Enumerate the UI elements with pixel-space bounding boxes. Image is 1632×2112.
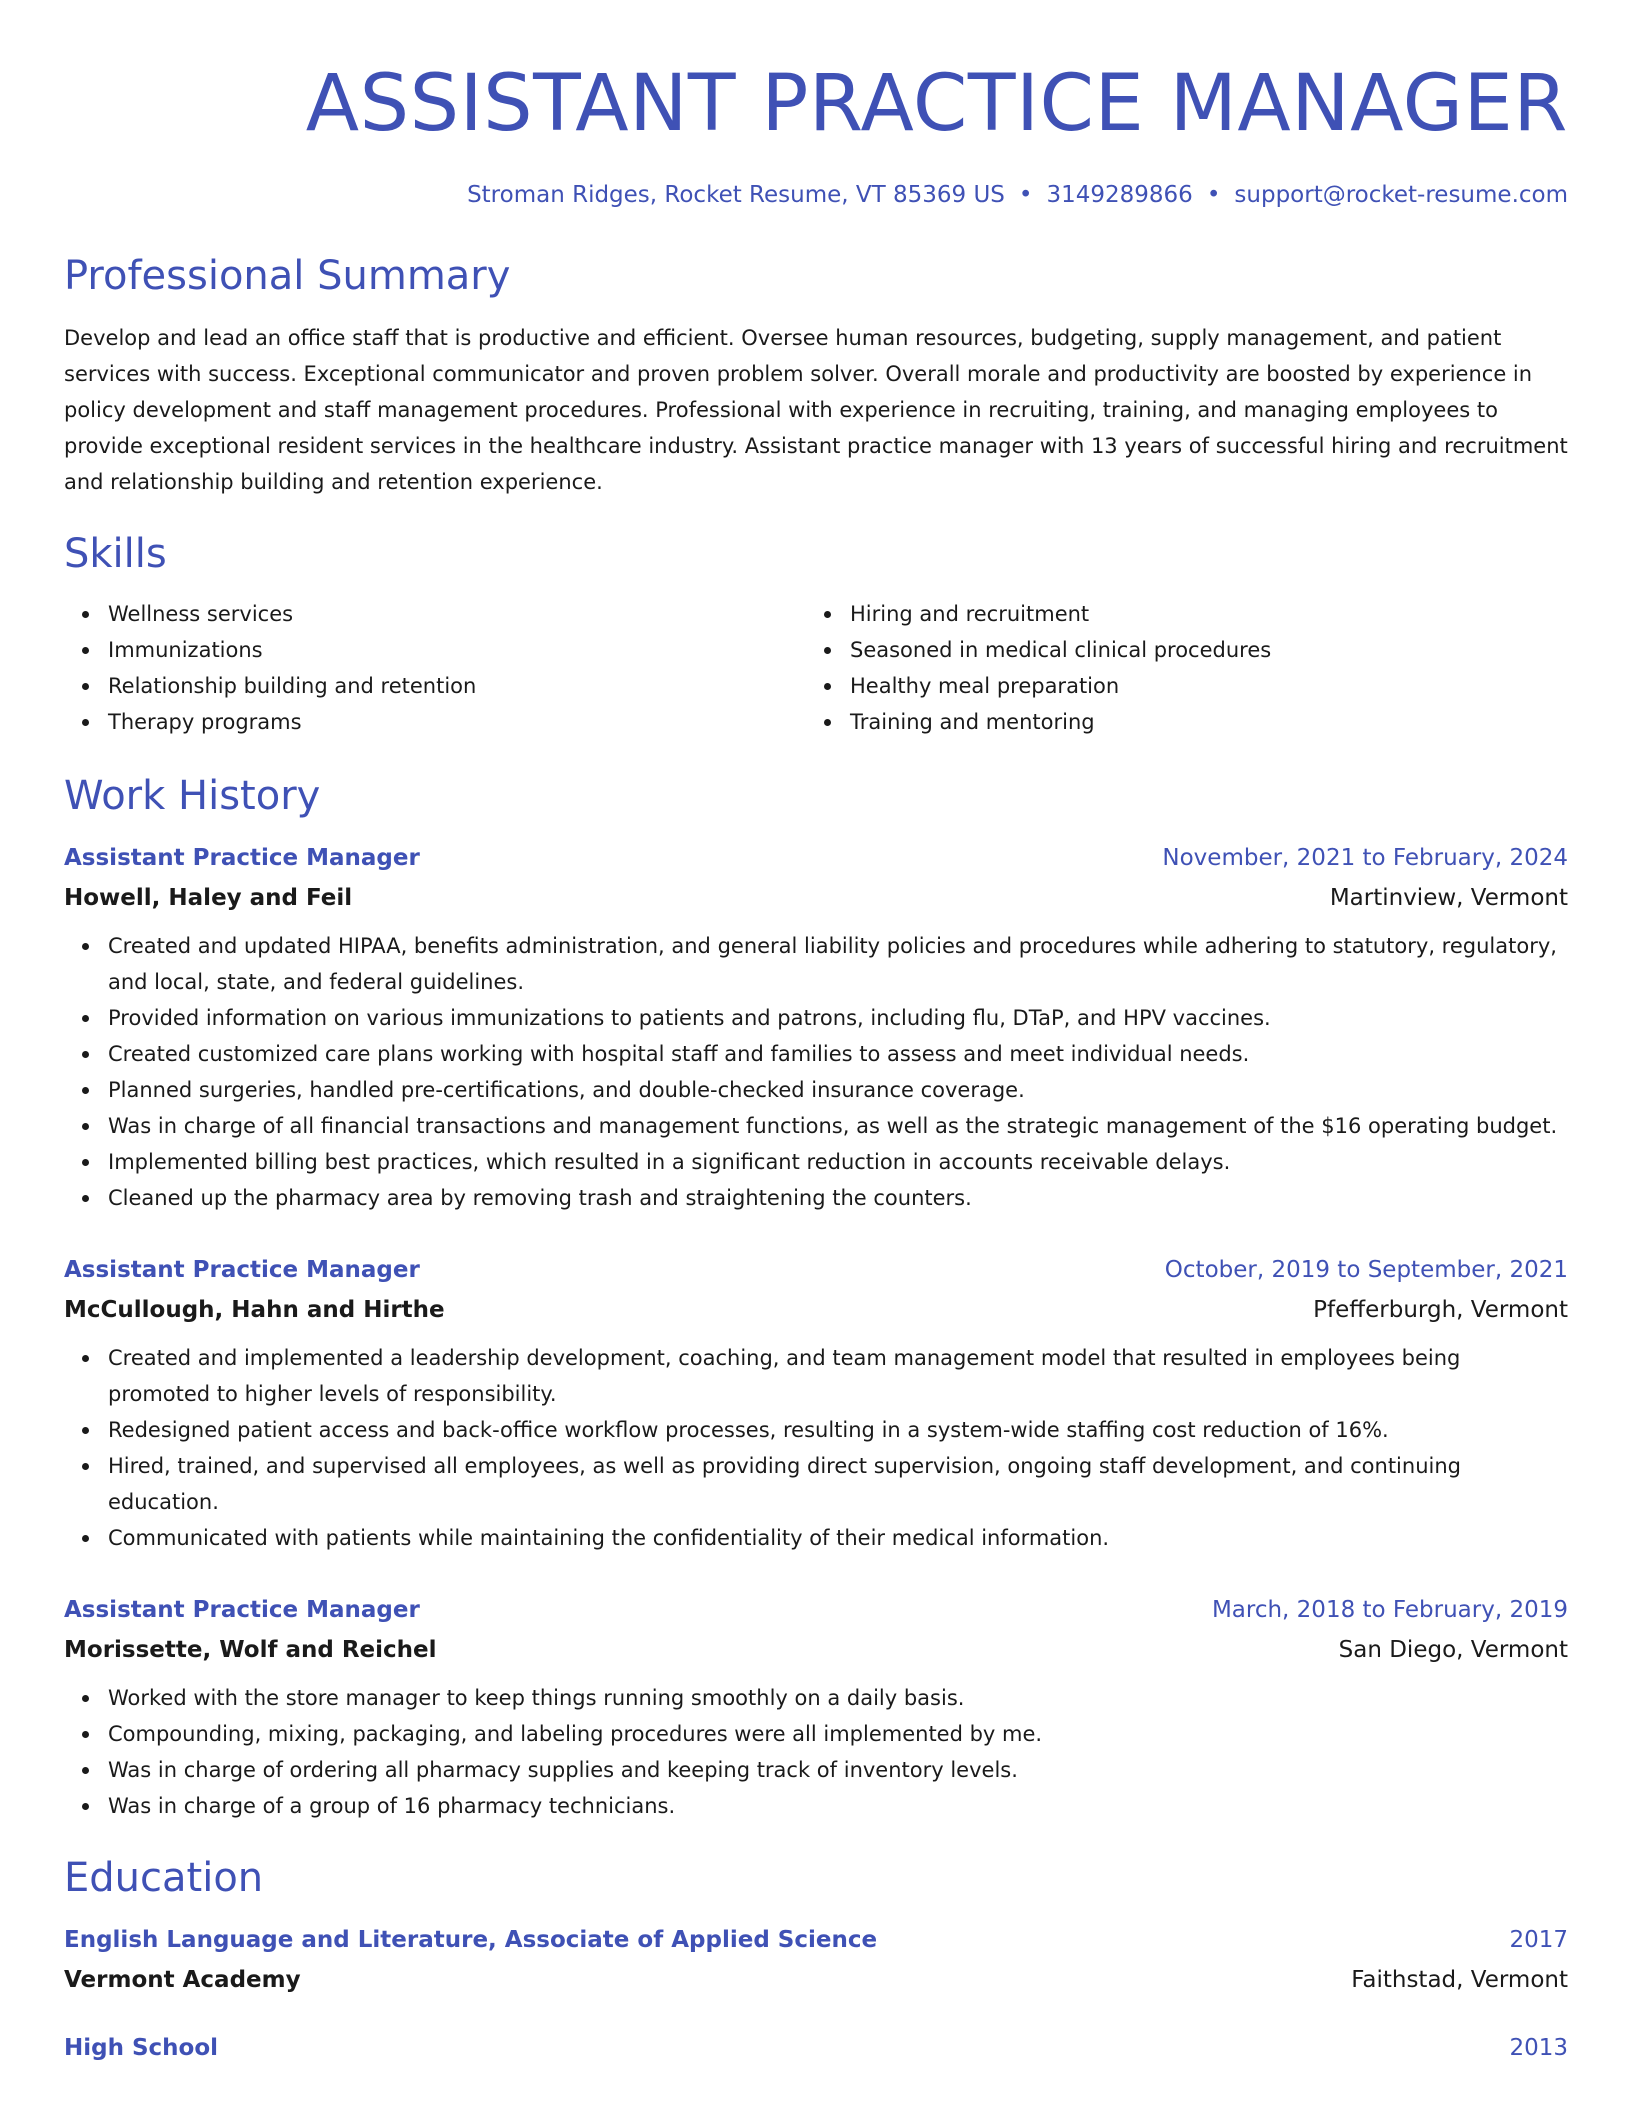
education-year: 2013: [1509, 2035, 1568, 2061]
job-bullet: Was in charge of a group of 16 pharmacy technicians.: [108, 1788, 1568, 1824]
job-bullets: [64, 1340, 1568, 1556]
job-bullet: Planned surgeries, handled pre-certifications, and double-checked insurance coverage.: [108, 1072, 1568, 1108]
job-employer: Morissette, Wolf and Reichel: [64, 1637, 437, 1663]
job-bullet: Redesigned patient access and back-office workflow processes, resulting in a system-wide staffing cost reduction of 16%.: [108, 1412, 1568, 1448]
job-bullet: Provided information on various immunizations to patients and patrons, including flu, DTaP, and HPV vaccines.: [108, 1000, 1568, 1036]
job-bullet: Communicated with patients while maintaining the confidentiality of their medical information.: [108, 1520, 1568, 1556]
skill-item: Seasoned in medical clinical procedures: [850, 632, 1548, 668]
job-bullet: Created and implemented a leadership development, coaching, and team management model that resulted in employees being promoted to higher levels of responsibility.: [108, 1340, 1568, 1412]
contact-address: Stroman Ridges, Rocket Resume, VT 85369 US: [467, 182, 1005, 208]
job-dates: November, 2021 to February, 2024: [1162, 845, 1568, 871]
skill-item: Hiring and recruitment: [850, 596, 1548, 632]
job-bullet: Compounding, mixing, packaging, and labeling procedures were all implemented by me.: [108, 1716, 1568, 1752]
skill-item: Training and mentoring: [850, 704, 1548, 740]
education-entry: [64, 1920, 1568, 2000]
job-title: Assistant Practice Manager: [64, 1257, 420, 1283]
summary-text: Develop and lead an office staff that is productive and efficient. Oversee human resources, budgeting, supply management, and patient services with success. Exceptional communicator and proven problem solver. Overall morale and productivity are boosted by experience in policy development and staff management procedures. Professional with experience in recruiting, training, and managing employees to provide exceptional resident services in the healthcare industry. Assistant practice manager with 13 years of successful hiring and recruitment and relationship building and retention experience.: [64, 326, 1568, 494]
education-entry: [64, 2028, 1568, 2068]
job-employer: Howell, Haley and Feil: [64, 885, 353, 911]
education-year: 2017: [1509, 1927, 1568, 1953]
skill-item: Relationship building and retention: [108, 668, 806, 704]
job-location: Pfefferburgh, Vermont: [1313, 1297, 1568, 1323]
resume-page: [64, 0, 1568, 2068]
contact-phone: 3149289866: [1046, 182, 1193, 208]
job-dates: March, 2018 to February, 2019: [1211, 1597, 1568, 1623]
job-bullet: Was in charge of all financial transactions and management functions, as well as the strategic management of the $16 operating budget.: [108, 1108, 1568, 1144]
skill-item: Healthy meal preparation: [850, 668, 1548, 704]
job-bullet: Cleaned up the pharmacy area by removing trash and straightening the counters.: [108, 1180, 1568, 1216]
education-degree: English Language and Literature, Associate of Applied Science: [64, 1927, 878, 1953]
job-entry: [64, 1250, 1568, 1556]
resume-name: ASSISTANT PRACTICE MANAGER: [305, 59, 1568, 149]
job-location: Martinview, Vermont: [1329, 885, 1568, 911]
job-title: Assistant Practice Manager: [64, 845, 420, 871]
skill-item: Therapy programs: [108, 704, 806, 740]
job-title: Assistant Practice Manager: [64, 1597, 420, 1623]
job-bullets: [64, 1680, 1568, 1824]
education-heading: Education: [64, 1855, 264, 1901]
job-bullet: Created and updated HIPAA, benefits administration, and general liability policies and procedures while adhering to statutory, regulatory, and local, state, and federal guidelines.: [108, 928, 1568, 1000]
skill-item: Immunizations: [108, 632, 806, 668]
job-bullet: Hired, trained, and supervised all employees, as well as providing direct supervision, ongoing staff development, and continuing education.: [108, 1448, 1568, 1520]
job-dates: October, 2019 to September, 2021: [1164, 1257, 1568, 1283]
job-bullet: Worked with the store manager to keep things running smoothly on a daily basis.: [108, 1680, 1568, 1716]
summary-heading: Professional Summary: [64, 253, 511, 299]
job-bullet: Implemented billing best practices, which resulted in a significant reduction in accounts receivable delays.: [108, 1144, 1568, 1180]
contact-line: [64, 180, 1568, 210]
job-entry: [64, 1590, 1568, 1824]
skills-column-right: [806, 596, 1548, 740]
education-school: Vermont Academy: [64, 1967, 301, 1993]
skills-list: [64, 596, 1568, 740]
skills-column-left: [64, 596, 806, 740]
contact-separator: •: [1018, 182, 1033, 208]
contact-separator: •: [1206, 182, 1221, 208]
skill-item: Wellness services: [108, 596, 806, 632]
skills-heading: Skills: [64, 531, 167, 577]
job-employer: McCullough, Hahn and Hirthe: [64, 1297, 445, 1323]
education-location: Faithstad, Vermont: [1351, 1967, 1568, 1993]
job-bullets: [64, 928, 1568, 1216]
job-bullet: Was in charge of ordering all pharmacy supplies and keeping track of inventory levels.: [108, 1752, 1568, 1788]
contact-email: support@rocket-resume.com: [1234, 182, 1568, 208]
job-entry: [64, 838, 1568, 1216]
work-history-heading: Work History: [64, 773, 321, 819]
job-location: San Diego, Vermont: [1338, 1637, 1568, 1663]
education-degree: High School: [64, 2035, 219, 2061]
job-bullet: Created customized care plans working with hospital staff and families to assess and meet individual needs.: [108, 1036, 1568, 1072]
